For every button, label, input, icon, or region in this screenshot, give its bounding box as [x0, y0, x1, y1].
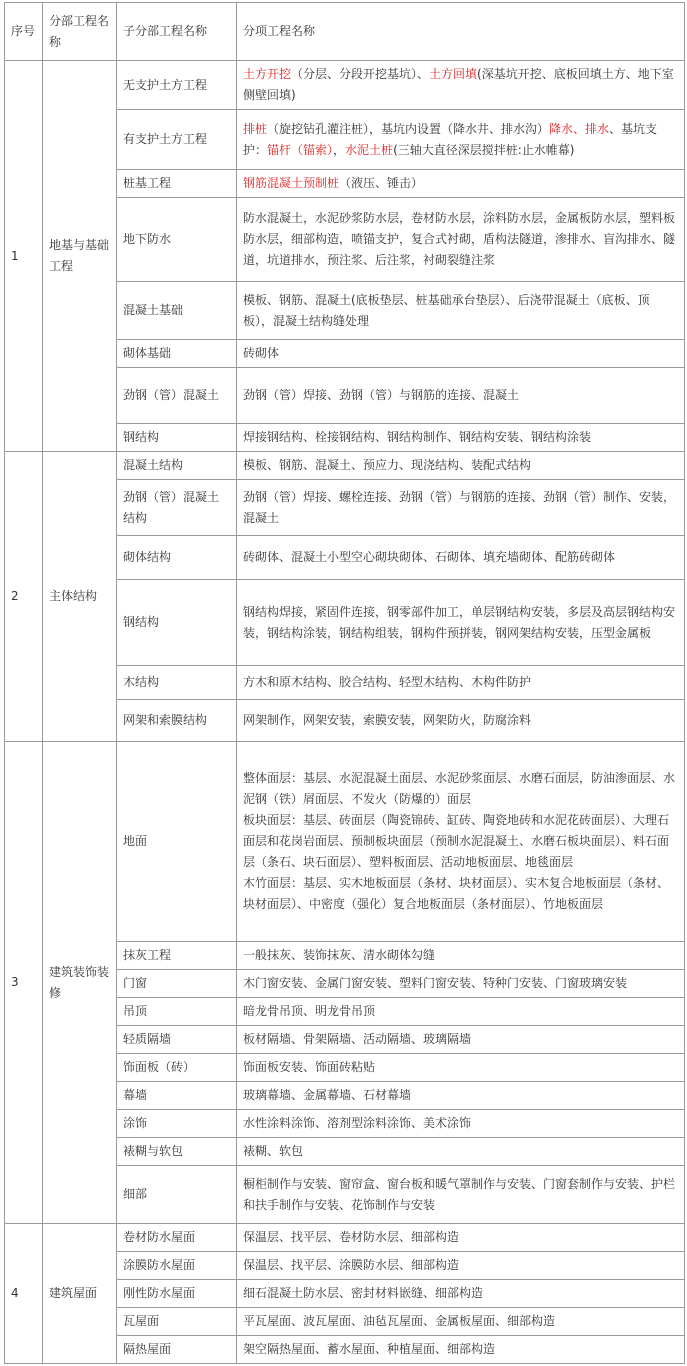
item-line: 板块面层：基层、砖面层（陶瓷锦砖、缸砖、陶瓷地砖和水泥花砖面层）、大理石面层和花岗岩面层、预制板块面层（预制水泥混凝土、水磨石板块面层）、料石面层（条石、块石面层）、塑料板面层、活动地板面层、地毯面层	[243, 813, 670, 869]
engineering-division-table	[4, 2, 685, 1364]
subdivision-name: 劲钢（管）混凝土	[117, 368, 237, 424]
item-names	[237, 1138, 685, 1166]
item-text: 细石混凝土防水层、密封材料嵌缝、细部构造	[243, 1286, 484, 1300]
subdivision-name: 涂饰	[117, 1110, 237, 1138]
subdivision-name: 卷材防水屋面	[117, 1224, 237, 1252]
item-text: 玻璃幕墙、金属幕墙、石材幕墙	[243, 1088, 412, 1102]
subdivision-name: 网架和索膜结构	[117, 700, 237, 742]
item-names	[237, 170, 685, 198]
subdivision-name: 砌体基础	[117, 340, 237, 368]
item-text: （旋挖钻孔灌注桩），基坑内设置（降水井、排水沟）	[267, 121, 550, 136]
item-text: 劲钢（管）焊接、劲钢（管）与钢筋的连接、混凝土	[243, 388, 520, 402]
subdivision-name: 刚性防水屋面	[117, 1280, 237, 1308]
division-name: 建筑屋面	[43, 1224, 117, 1364]
item-text: 保温层、找平层、卷材防水层、细部构造	[243, 1230, 460, 1244]
item-text: 木门窗安装、金属门窗安装、塑料门窗安装、特种门安装、门窗玻璃安装	[243, 976, 628, 990]
item-text: 饰面板安装、饰面砖粘贴	[243, 1060, 376, 1074]
item-names	[237, 942, 685, 970]
item-text: 网架制作，网架安装，索膜安装，网架防火，防腐涂料	[243, 713, 532, 727]
division-number: 3	[5, 742, 43, 1224]
item-names	[237, 110, 685, 170]
item-text: (深基坑开挖、底板回填土方、地下室侧壁回填)	[243, 67, 674, 102]
table-row	[5, 61, 685, 110]
item-names	[237, 368, 685, 424]
item-text: 保温层、找平层、涂膜防水层、细部构造	[243, 1258, 460, 1272]
item-names	[237, 1308, 685, 1336]
subdivision-name: 细部	[117, 1166, 237, 1224]
highlighted-item: 锚杆（锚索）	[267, 142, 334, 157]
header-item: 分项工程名称	[237, 3, 685, 61]
item-names	[237, 1280, 685, 1308]
item-text: （分层、分段开挖基坑）、	[291, 67, 430, 81]
item-text: 模板、钢筋、混凝土(底板垫层、桩基础承台垫层）、后浇带混凝土（底板、顶板），混凝土结构缝处理	[243, 292, 650, 328]
division-number: 4	[5, 1224, 43, 1364]
table-row	[5, 742, 685, 942]
subdivision-name: 混凝土结构	[117, 452, 237, 480]
item-names	[237, 1224, 685, 1252]
item-text: ，	[333, 142, 346, 157]
item-text: 砖砌体、混凝土小型空心砌块砌体、石砌体、填充墙砌体、配筋砖砌体	[243, 550, 616, 564]
header-no: 序号	[5, 3, 43, 61]
item-names	[237, 452, 685, 480]
table-body	[5, 61, 685, 1364]
item-names	[237, 480, 685, 536]
subdivision-name: 幕墙	[117, 1082, 237, 1110]
item-text: 橱柜制作与安装、窗帘盒、窗台板和暖气罩制作与安装、门窗套制作与安装、护栏和扶手制作与安装、花饰制作与安装	[243, 1176, 676, 1212]
subdivision-name: 桩基工程	[117, 170, 237, 198]
subdivision-name: 有支护土方工程	[117, 110, 237, 170]
item-names	[237, 1082, 685, 1110]
item-text: 暗龙骨吊顶、明龙骨吊顶	[243, 1004, 376, 1018]
subdivision-name: 地面	[117, 742, 237, 942]
item-names	[237, 742, 685, 942]
division-name: 主体结构	[43, 452, 117, 742]
item-names	[237, 424, 685, 452]
subdivision-name: 裱糊与软包	[117, 1138, 237, 1166]
subdivision-name: 隔热屋面	[117, 1336, 237, 1364]
highlighted-item: 水泥土桩	[345, 142, 394, 157]
highlighted-item: 降水、排水	[549, 121, 610, 136]
table-row	[5, 452, 685, 480]
highlighted-item: 钢筋混凝土预制桩	[243, 176, 340, 190]
item-text: 、基坑支护：	[243, 121, 658, 157]
subdivision-name: 瓦屋面	[117, 1308, 237, 1336]
header-subdivision: 子分部工程名称	[117, 3, 237, 61]
table-row	[5, 1224, 685, 1252]
item-text: （液压、锤击）	[339, 176, 424, 190]
item-names	[237, 1110, 685, 1138]
item-names	[237, 1166, 685, 1224]
item-text: 水性涂料涂饰、溶剂型涂料涂饰、美术涂饰	[243, 1116, 472, 1130]
division-number: 1	[5, 61, 43, 452]
item-text: 砖砌体	[243, 346, 280, 360]
subdivision-name: 抹灰工程	[117, 942, 237, 970]
item-names	[237, 340, 685, 368]
table-header	[5, 3, 685, 61]
subdivision-name: 钢结构	[117, 580, 237, 666]
item-line: 整体面层：基层、水泥混凝土面层、水泥砂浆面层、水磨石面层，防油渗面层、水泥钢（铁）屑面层、不发火（防爆的）面层	[243, 771, 676, 806]
item-text: 一般抹灰、装饰抹灰、清水砌体勾缝	[243, 948, 436, 962]
subdivision-name: 混凝土基础	[117, 282, 237, 340]
item-text: 架空隔热屋面、蓄水屋面、种植屋面、细部构造	[243, 1342, 496, 1356]
header-division: 分部工程名称	[43, 3, 117, 61]
item-text: 防水混凝土，水泥砂浆防水层，卷材防水层，涂料防水层，金属板防水层，塑料板防水层，细部构造，喷锚支护，复合式衬砌，盾构法隧道，渗排水、盲沟排水、隧道，坑道排水，预注浆、后注浆，衬砌裂缝注浆	[243, 211, 676, 267]
highlighted-item: 排桩	[243, 121, 268, 136]
item-text: 焊接钢结构、栓接钢结构、钢结构制作、钢结构安装、钢结构涂装	[243, 430, 592, 444]
subdivision-name: 砌体结构	[117, 536, 237, 580]
subdivision-name: 无支护土方工程	[117, 61, 237, 110]
division-name: 建筑装饰装修	[43, 742, 117, 1224]
division-number: 2	[5, 452, 43, 742]
item-names	[237, 198, 685, 282]
subdivision-name: 钢结构	[117, 424, 237, 452]
highlighted-item: 土方回填	[429, 67, 478, 81]
item-text: 板材隔墙、骨架隔墙、活动隔墙、玻璃隔墙	[243, 1032, 472, 1046]
subdivision-name: 饰面板（砖）	[117, 1054, 237, 1082]
item-names	[237, 998, 685, 1026]
item-text: 劲钢（管）焊接、螺栓连接、劲钢（管）与钢筋的连接、劲钢（管）制作、安装，混凝土	[243, 489, 676, 525]
item-names	[237, 700, 685, 742]
subdivision-name: 木结构	[117, 666, 237, 700]
header-row	[5, 3, 685, 61]
highlighted-item: 土方开挖	[243, 67, 292, 81]
subdivision-name: 吊顶	[117, 998, 237, 1026]
item-text: 模板、钢筋、混凝土、预应力、现浇结构、装配式结构	[243, 458, 532, 472]
subdivision-name: 涂膜防水屋面	[117, 1252, 237, 1280]
item-text: (三轴大直径深层搅拌桩:止水帷幕)	[393, 142, 575, 157]
subdivision-name: 地下防水	[117, 198, 237, 282]
item-names	[237, 666, 685, 700]
division-name: 地基与基础工程	[43, 61, 117, 452]
item-names	[237, 580, 685, 666]
item-names	[237, 1252, 685, 1280]
item-names	[237, 970, 685, 998]
item-text: 平瓦屋面、波瓦屋面、油毡瓦屋面、金属板屋面、细部构造	[243, 1314, 556, 1328]
item-text: 方木和原木结构、胶合结构、轻型木结构、木构件防护	[243, 675, 532, 689]
subdivision-name: 劲钢（管）混凝土结构	[117, 480, 237, 536]
subdivision-name: 门窗	[117, 970, 237, 998]
item-names	[237, 1026, 685, 1054]
item-names	[237, 1054, 685, 1082]
subdivision-name: 轻质隔墙	[117, 1026, 237, 1054]
item-text: 裱糊、软包	[243, 1144, 304, 1158]
item-names	[237, 536, 685, 580]
item-names	[237, 1336, 685, 1364]
item-names	[237, 282, 685, 340]
item-line: 木竹面层：基层、实木地板面层（条材、块材面层）、实木复合地板面层（条材、块材面层）、中密度（强化）复合地板面层（条材面层）、竹地板面层	[243, 876, 670, 911]
item-text: 钢结构焊接，紧固件连接，钢零部件加工，单层钢结构安装，多层及高层钢结构安装，钢结构涂装，钢结构组装，钢构件预拼装，钢网架结构安装，压型金属板	[243, 604, 676, 640]
item-names	[237, 61, 685, 110]
